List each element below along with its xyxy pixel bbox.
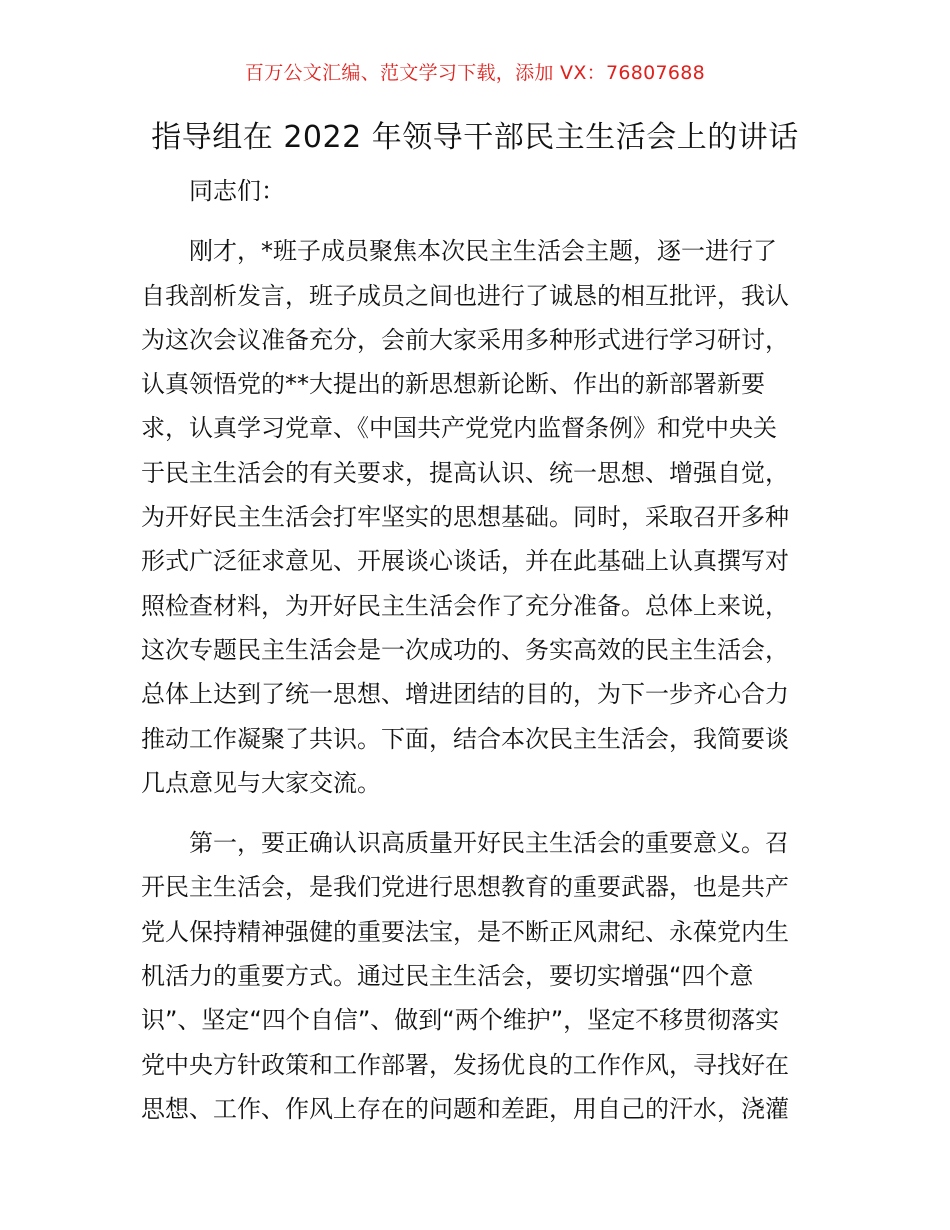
paragraph-line: 自我剖析发言，班子成员之间也进行了诚恳的相互批评，我认 [141, 281, 789, 310]
paragraph-line: 识”、坚定“四个自信”、做到“两个维护”，坚定不移贯彻落实 [141, 1006, 780, 1035]
paragraph-line: 党中央方针政策和工作部署，发扬优良的工作作风，寻找好在 [141, 1050, 789, 1079]
paragraph-line: 于民主生活会的有关要求，提高认识、统一思想、增强自觉， [141, 458, 789, 487]
paragraph-line: 思想、工作、作风上存在的问题和差距，用自己的汗水，浇灌 [141, 1094, 789, 1123]
paragraph-line: 推动工作凝聚了共识。下面，结合本次民主生活会，我简要谈 [141, 724, 789, 753]
document-title: 指导组在 2022 年领导干部民主生活会上的讲话 [151, 120, 799, 155]
paragraph-1 [141, 229, 816, 805]
paragraph-line: 机活力的重要方式。通过民主生活会，要切实增强“四个意 [141, 962, 754, 991]
paragraph-line: 刚才，*班子成员聚焦本次民主生活会主题，逐一进行了 [189, 237, 777, 266]
paragraph-line: 几点意见与大家交流。 [141, 768, 381, 797]
watermark-header: 百万公文汇编、范文学习下载，添加 VX：76807688 [244, 62, 706, 84]
paragraph-line: 为这次会议准备充分，会前大家采用多种形式进行学习研讨， [141, 325, 789, 354]
paragraph-gap [141, 213, 816, 229]
paragraph-line: 照检查材料，为开好民主生活会作了充分准备。总体上来说， [141, 591, 789, 620]
salutation: 同志们： [189, 177, 285, 205]
paragraph-gap [141, 805, 816, 821]
paragraph-2 [141, 821, 816, 1131]
document-body [141, 169, 816, 1131]
paragraph-line: 形式广泛征求意见、开展谈心谈话，并在此基础上认真撰写对 [141, 547, 789, 576]
paragraph-line: 为开好民主生活会打牢坚实的思想基础。同时，采取召开多种 [141, 503, 789, 532]
paragraph-line: 认真领悟党的**大提出的新思想新论断、作出的新部署新要 [141, 370, 765, 399]
paragraph-line: 这次专题民主生活会是一次成功的、务实高效的民主生活会， [141, 635, 789, 664]
paragraph-line: 求，认真学习党章、《中国共产党党内监督条例》和党中央关 [141, 414, 777, 443]
paragraph-line: 开民主生活会，是我们党进行思想教育的重要武器，也是共产 [141, 873, 789, 902]
paragraph-line: 党人保持精神强健的重要法宝，是不断正风肃纪、永葆党内生 [141, 917, 789, 946]
paragraph-line: 第一，要正确认识高质量开好民主生活会的重要意义。召 [189, 829, 789, 858]
paragraph-line: 总体上达到了统一思想、增进团结的目的，为下一步齐心合力 [141, 680, 789, 709]
